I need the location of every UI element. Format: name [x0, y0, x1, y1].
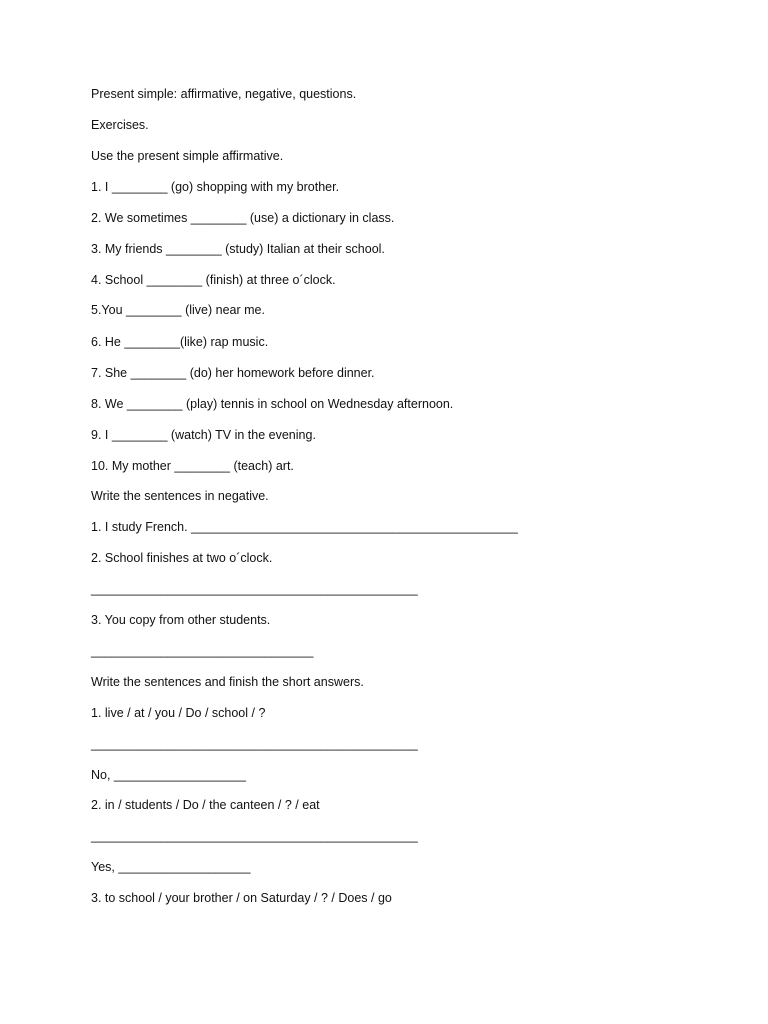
- affirmative-item-10: 10. My mother ________ (teach) art.: [91, 459, 294, 473]
- question-item-3: 3. to school / your brother / on Saturday / ? / Does / go: [91, 891, 392, 905]
- negative-item-3-answer-line: ________________________________: [91, 644, 314, 658]
- affirmative-item-9: 9. I ________ (watch) TV in the evening.: [91, 428, 316, 442]
- affirmative-item-8: 8. We ________ (play) tennis in school on Wednesday afternoon.: [91, 397, 454, 411]
- negative-item-1: 1. I study French. _______________________________________________: [91, 520, 518, 534]
- affirmative-item-1: 1. I ________ (go) shopping with my brother.: [91, 180, 340, 194]
- question-item-2-answer-line: _______________________________________________: [91, 829, 418, 843]
- affirmative-item-4: 4. School ________ (finish) at three o´clock.: [91, 273, 336, 287]
- negative-item-2-answer-line: _______________________________________________: [91, 582, 418, 596]
- questions-instruction: Write the sentences and finish the short answers.: [91, 675, 364, 689]
- affirmative-item-2: 2. We sometimes ________ (use) a dictionary in class.: [91, 211, 395, 225]
- affirmative-item-5: 5.You ________ (live) near me.: [91, 303, 265, 317]
- question-item-1-answer-line: _______________________________________________: [91, 737, 418, 751]
- affirmative-item-3: 3. My friends ________ (study) Italian at their school.: [91, 242, 385, 256]
- worksheet-title: Present simple: affirmative, negative, questions.: [91, 87, 357, 101]
- question-item-2-short-answer: Yes, ___________________: [91, 860, 251, 874]
- exercises-heading: Exercises.: [91, 118, 149, 132]
- affirmative-item-7: 7. She ________ (do) her homework before dinner.: [91, 366, 375, 380]
- affirmative-instruction: Use the present simple affirmative.: [91, 149, 284, 163]
- question-item-1: 1. live / at / you / Do / school / ?: [91, 706, 266, 720]
- negative-item-3: 3. You copy from other students.: [91, 613, 271, 627]
- negative-item-2: 2. School finishes at two o´clock.: [91, 551, 273, 565]
- affirmative-item-6: 6. He ________(like) rap music.: [91, 335, 269, 349]
- question-item-1-short-answer: No, ___________________: [91, 768, 247, 782]
- negative-instruction: Write the sentences in negative.: [91, 489, 269, 503]
- question-item-2: 2. in / students / Do / the canteen / ? / eat: [91, 798, 320, 812]
